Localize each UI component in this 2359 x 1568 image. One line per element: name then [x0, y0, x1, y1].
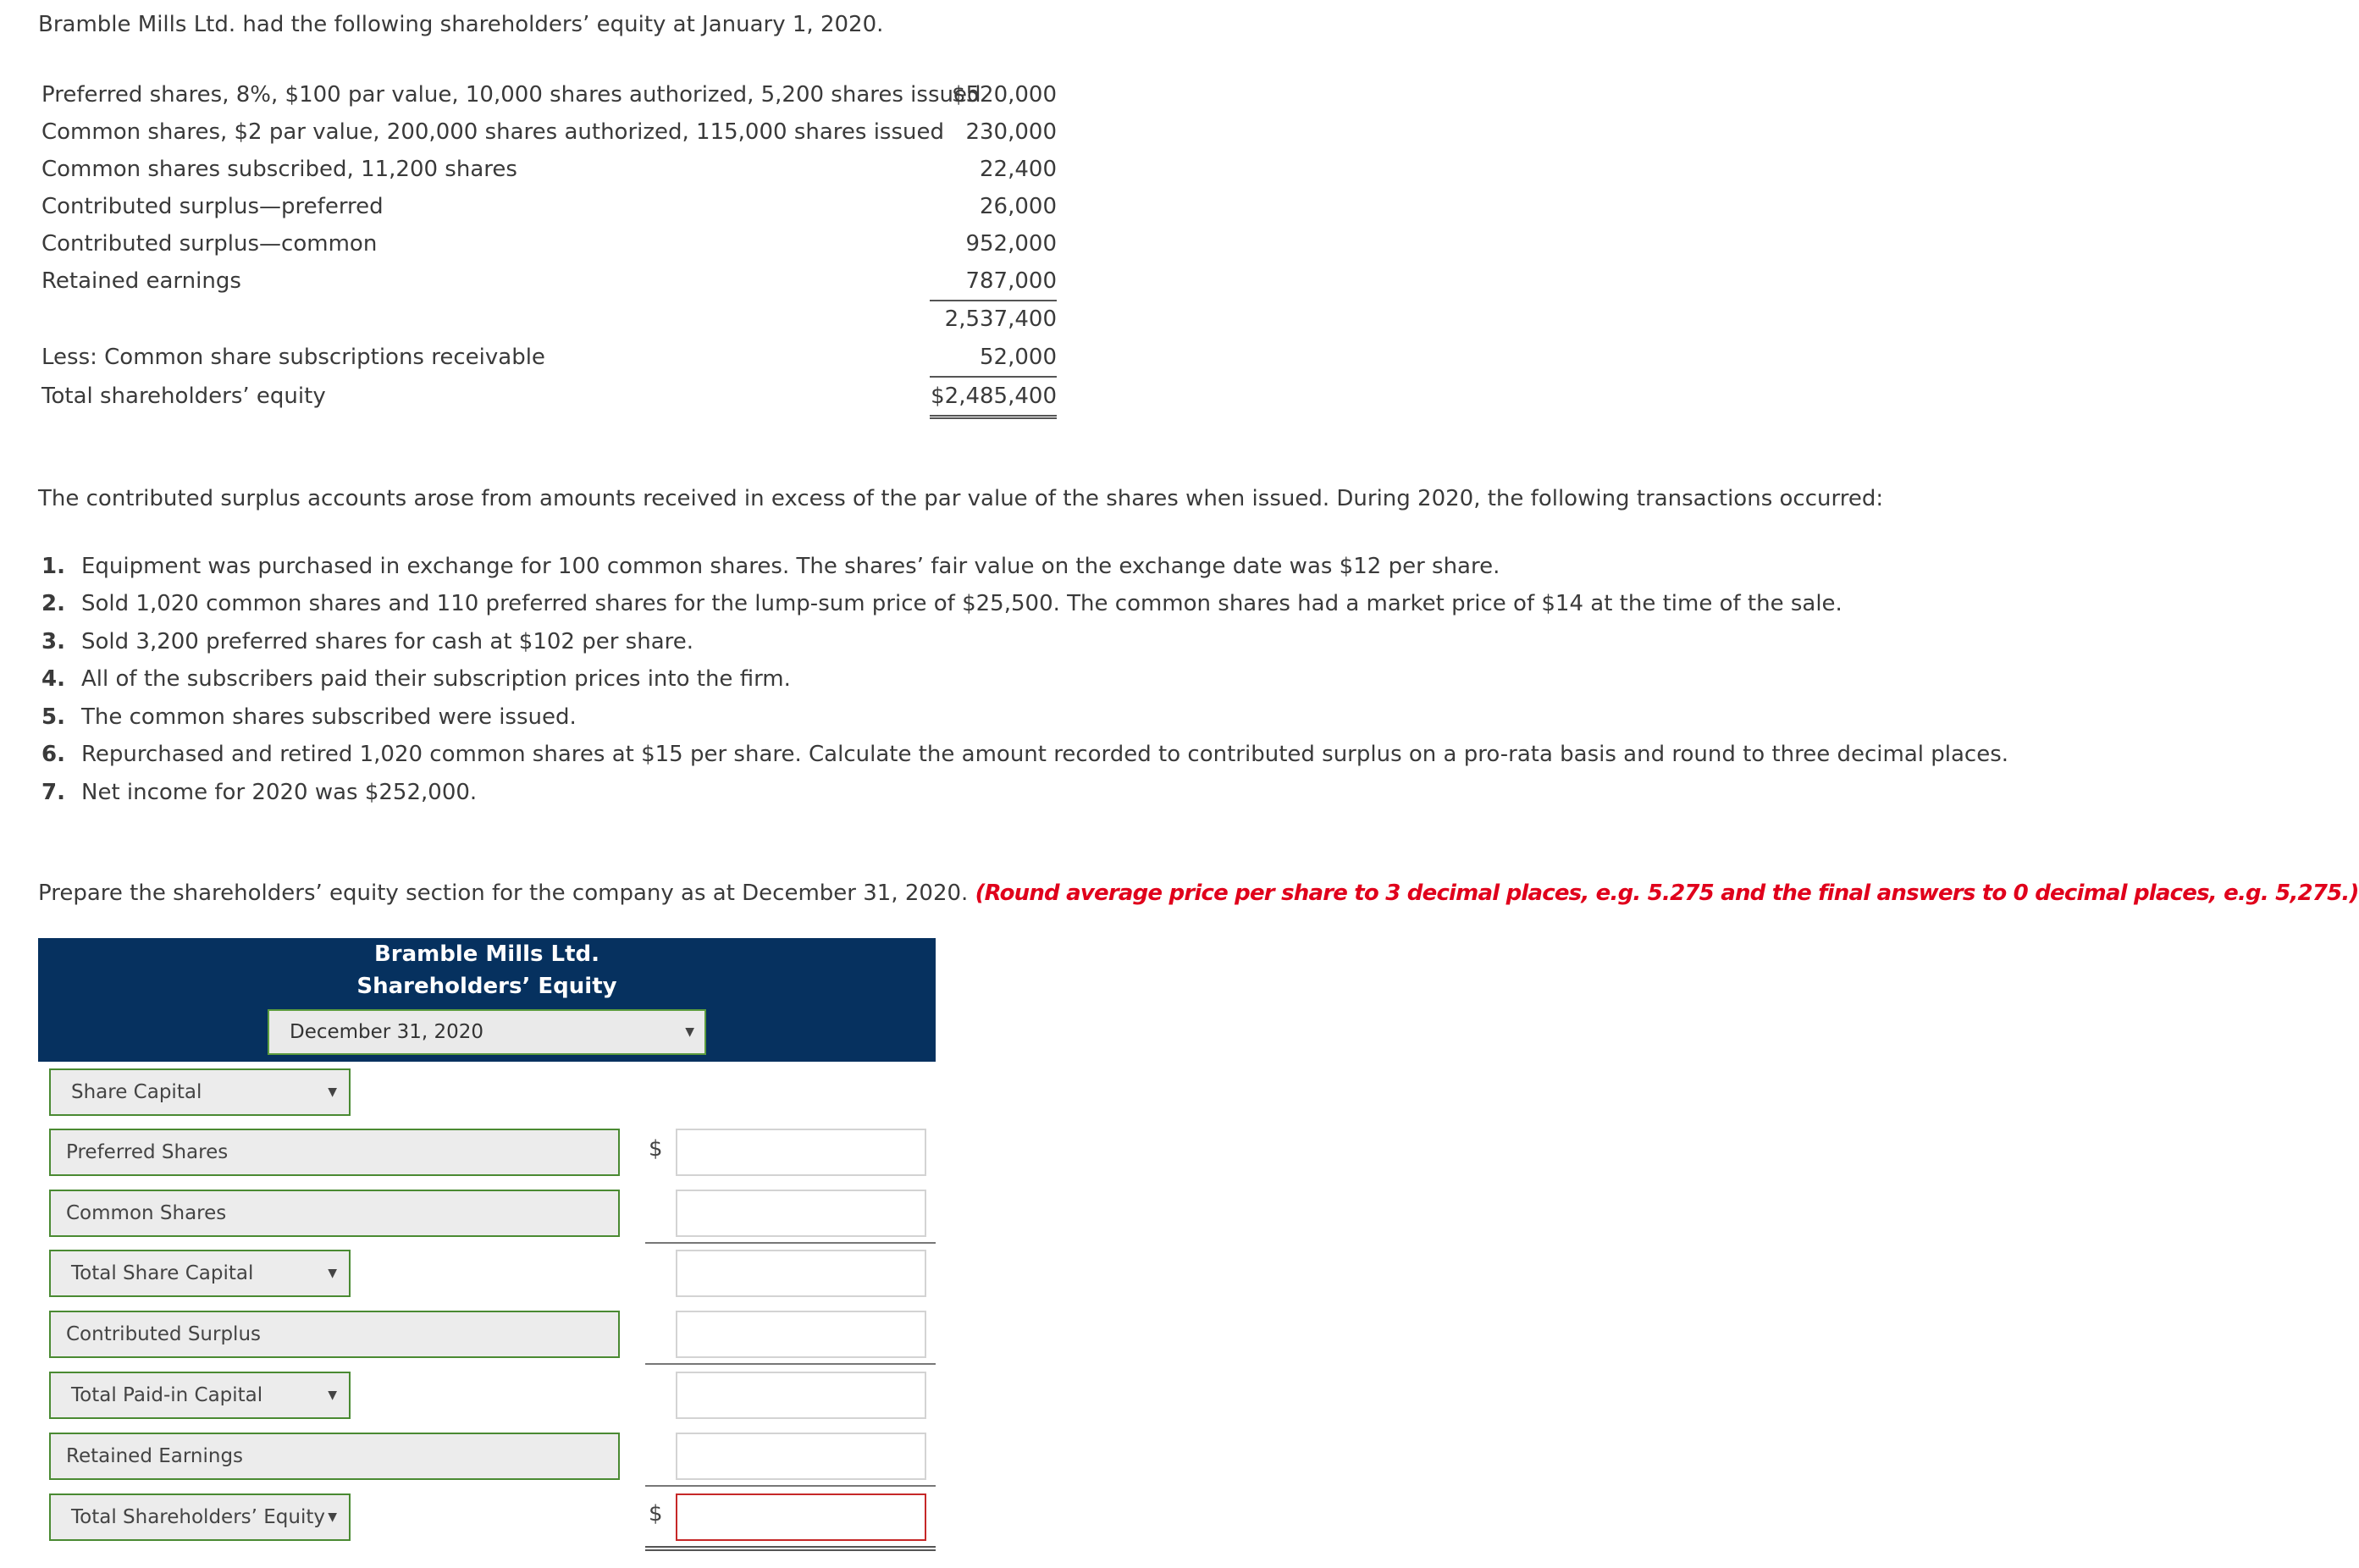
chevron-down-icon: ▼	[328, 1510, 337, 1524]
retained-earnings-field[interactable]	[49, 1433, 620, 1480]
total-shareholders-equity-select[interactable]	[49, 1493, 351, 1541]
equity-row-label: Preferred shares, 8%, $100 par value, 10,000 shares authorized, 5,200 shares issued	[41, 82, 981, 108]
total-paid-in-capital-label: Total Paid-in Capital	[71, 1384, 263, 1406]
retained-earnings-amount-input[interactable]	[676, 1433, 926, 1480]
common-shares-field[interactable]	[49, 1190, 620, 1237]
total-shareholders-equity-input[interactable]	[676, 1493, 926, 1541]
total-paid-in-capital-select[interactable]	[49, 1372, 351, 1419]
chevron-down-icon: ▼	[328, 1085, 337, 1099]
transaction-number: 7.	[41, 780, 65, 805]
preferred-shares-label: Preferred Shares	[66, 1141, 229, 1163]
equity-row-amount: 26,000	[980, 194, 1057, 219]
chevron-down-icon: ▼	[328, 1389, 337, 1402]
equity-row-label: Contributed surplus—preferred	[41, 194, 384, 219]
less-receivable-label: Less: Common share subscriptions receivable	[41, 345, 545, 370]
less-receivable-amount: 52,000	[930, 339, 1057, 378]
equity-row-amount: 230,000	[965, 119, 1057, 145]
chevron-down-icon: ▼	[328, 1267, 337, 1280]
dollar-sign: $	[649, 1136, 663, 1162]
equity-row-label: Retained earnings	[41, 268, 241, 294]
common-shares-amount-input[interactable]	[676, 1190, 926, 1237]
preferred-shares-amount-input[interactable]	[676, 1129, 926, 1176]
date-select[interactable]	[268, 1009, 706, 1055]
common-shares-label: Common Shares	[66, 1202, 227, 1224]
transaction-number: 2.	[41, 591, 65, 616]
total-shareholders-equity-label: Total Shareholders’ Equity	[71, 1506, 325, 1528]
transaction-text: Repurchased and retired 1,020 common shares at $15 per share. Calculate the amount recorded to contributed surplus on a pro-rata basis and round to three decimal places.	[81, 742, 2009, 767]
intro-text: Bramble Mills Ltd. had the following shareholders’ equity at January 1, 2020.	[38, 12, 884, 37]
share-capital-label: Share Capital	[71, 1081, 202, 1103]
rounding-instruction: (Round average price per share to 3 decimal places, e.g. 5.275 and the final answers to 0 decimal places, e.g. 5,275.)	[975, 881, 2359, 906]
equity-row-label: Contributed surplus—common	[41, 231, 378, 257]
preferred-shares-field[interactable]	[49, 1129, 620, 1176]
total-share-capital-label: Total Share Capital	[71, 1262, 254, 1284]
contributed-surplus-amount-input[interactable]	[676, 1311, 926, 1358]
total-equity-amount: $2,485,400	[930, 378, 1057, 419]
equity-row-amount: 787,000	[930, 262, 1057, 301]
transaction-text: Sold 1,020 common shares and 110 preferred shares for the lump-sum price of $25,500. The common shares had a market price of $14 at the time of the sale.	[81, 591, 1842, 616]
transaction-text: Equipment was purchased in exchange for 100 common shares. The shares’ fair value on the exchange date was $12 per share.	[81, 554, 1500, 579]
transaction-number: 1.	[41, 554, 65, 579]
contributed-surplus-label: Contributed Surplus	[66, 1323, 262, 1345]
chevron-down-icon: ▼	[685, 1025, 694, 1039]
dollar-sign: $	[649, 1501, 663, 1527]
total-share-capital-input[interactable]	[676, 1250, 926, 1297]
transaction-text: All of the subscribers paid their subscription prices into the firm.	[81, 666, 791, 692]
total-share-capital-select[interactable]	[49, 1250, 351, 1297]
equity-row-label: Common shares, $2 par value, 200,000 shares authorized, 115,000 shares issued	[41, 119, 944, 145]
contributed-surplus-field[interactable]	[49, 1311, 620, 1358]
date-select-value: December 31, 2020	[290, 1021, 484, 1043]
company-name: Bramble Mills Ltd.	[373, 941, 600, 967]
instruction-text: Prepare the shareholders’ equity section for the company as at December 31, 2020.	[38, 881, 975, 906]
share-capital-select[interactable]	[49, 1068, 351, 1116]
subtotal-rule	[645, 1485, 936, 1487]
double-total-rule	[645, 1546, 936, 1551]
transaction-number: 3.	[41, 629, 65, 654]
equity-subtotal: 2,537,400	[944, 306, 1057, 332]
transaction-text: Sold 3,200 preferred shares for cash at $102 per share.	[81, 629, 694, 654]
equity-row-amount: $520,000	[951, 82, 1057, 108]
transaction-number: 6.	[41, 742, 65, 767]
statement-title: Shareholders’ Equity	[356, 974, 617, 999]
instruction	[38, 881, 2359, 906]
total-equity-label: Total shareholders’ equity	[41, 384, 326, 409]
equity-row-amount: 22,400	[980, 157, 1057, 182]
subtotal-rule	[645, 1363, 936, 1365]
retained-earnings-label: Retained Earnings	[66, 1445, 244, 1467]
subtotal-rule	[645, 1242, 936, 1244]
transaction-text: The common shares subscribed were issued.	[81, 704, 577, 730]
equity-row-amount: 952,000	[965, 231, 1057, 257]
description-paragraph: The contributed surplus accounts arose from amounts received in excess of the par value of the shares when issued. During 2020, the following transactions occurred:	[38, 486, 1884, 511]
total-paid-in-capital-input[interactable]	[676, 1372, 926, 1419]
transaction-number: 5.	[41, 704, 65, 730]
equity-row-label: Common shares subscribed, 11,200 shares	[41, 157, 517, 182]
transaction-text: Net income for 2020 was $252,000.	[81, 780, 478, 805]
transaction-number: 4.	[41, 666, 65, 692]
